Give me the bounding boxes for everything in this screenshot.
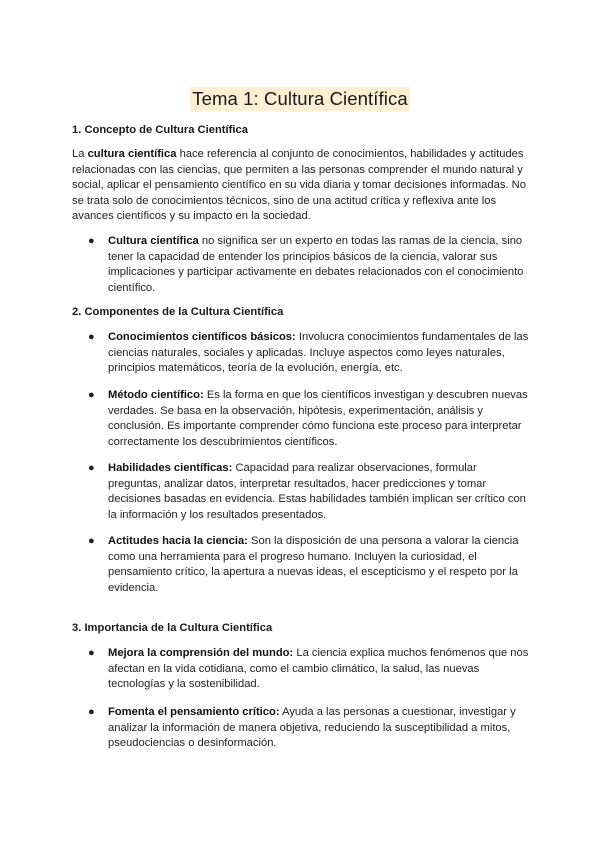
list-item-text xyxy=(108,388,532,450)
list-item-bold: Habilidades científicas: xyxy=(108,462,233,474)
list-item-bold: Fomenta el pensamiento crítico: xyxy=(108,706,280,718)
list-item-bold: Cultura científica xyxy=(108,235,199,247)
list-item-body: Ayuda a las personas a cuestionar, investigar y analizar la información de manera objetiva, reduciendo la susceptibilidad a mitos, pseudociencias o desinformación. xyxy=(108,706,516,750)
list-item-text xyxy=(108,330,532,377)
list-item-body: Es la forma en que los científicos investigan y descubren nuevas verdades. Se basa en la observación, hipótesis, experimentación, análisis y conclusión. Es importante comprender cómo funciona este proceso para interpretar correctamente los descubrimientos científicos. xyxy=(108,389,528,448)
list-item-text xyxy=(108,461,532,523)
title-wrapper xyxy=(0,87,600,111)
list-item-body: La ciencia explica muchos fenómenos que nos afectan en la vida cotidiana, como el cambio climático, la salud, las nuevas tecnologías y la sostenibilidad. xyxy=(108,647,529,691)
intro-post: hace referencia al conjunto de conocimientos, habilidades y actitudes relacionadas con las ciencias, que permiten a las personas comprender el mundo natural y social, aplicar el pensamiento científico en su vida diaria y tomar decisiones informadas. No se trata solo de conocimientos técnicos, sino de una actitud crítica y reflexiva ante los avances científicos y su impacto en la sociedad. xyxy=(72,148,526,223)
list-item-body: Involucra conocimientos fundamentales de las ciencias naturales, sociales y aplicadas. Incluye aspectos como leyes naturales, principios matemáticos, teoría de la evolución, energía, etc. xyxy=(108,331,529,375)
list-item-body: Son la disposición de una persona a valorar la ciencia como una herramienta para el progreso humano. Incluyen la curiosidad, el pensamiento crítico, la apertura a nuevas ideas, el escepticismo y el respeto por la evidencia. xyxy=(108,535,519,594)
section-heading-importancia: 3. Importancia de la Cultura Científica xyxy=(72,622,273,634)
list-item-bold: Método científico: xyxy=(108,389,204,401)
list-item xyxy=(88,705,532,752)
bullet-icon: ● xyxy=(88,706,95,718)
list-item-text xyxy=(108,646,532,693)
list-item-bold: Mejora la comprensión del mundo: xyxy=(108,647,294,659)
list-item xyxy=(88,534,532,596)
intro-paragraph xyxy=(72,147,532,225)
list-item xyxy=(88,330,532,377)
list-item-body: Capacidad para realizar observaciones, formular preguntas, analizar datos, interpretar resultados, hacer predicciones y tomar decisiones basadas en evidencia. Estas habilidades también implican ser crítico con la información y los resultados presentados. xyxy=(108,462,526,521)
page-title: Tema 1: Cultura Científica xyxy=(192,88,408,109)
bullet-icon: ● xyxy=(88,647,95,659)
list-item-text xyxy=(108,234,532,296)
bullet-icon: ● xyxy=(88,462,95,474)
list-item-body: no significa ser un experto en todas las ramas de la ciencia, sino tener la capacidad de entender los principios básicos de la ciencia, valorar sus implicaciones y participar activamente en debates relacionados con el conocimiento científico. xyxy=(108,235,524,294)
bullet-icon: ● xyxy=(88,389,95,401)
bullet-icon: ● xyxy=(88,235,95,247)
intro-bold: cultura científica xyxy=(87,148,177,160)
list-item xyxy=(88,461,532,523)
intro-pre: La xyxy=(72,148,88,160)
list-item-text xyxy=(108,705,532,752)
bullet-icon: ● xyxy=(88,331,95,343)
list-item-bold: Actitudes hacia la ciencia: xyxy=(108,535,248,547)
section-heading-componentes: 2. Componentes de la Cultura Científica xyxy=(72,306,284,318)
bullet-icon: ● xyxy=(88,535,95,547)
list-item xyxy=(88,646,532,693)
list-item xyxy=(88,388,532,450)
section-heading-concepto: 1. Concepto de Cultura Científica xyxy=(72,124,248,136)
list-item xyxy=(88,234,532,296)
list-item-text xyxy=(108,534,532,596)
list-item-bold: Conocimientos científicos básicos: xyxy=(108,331,296,343)
